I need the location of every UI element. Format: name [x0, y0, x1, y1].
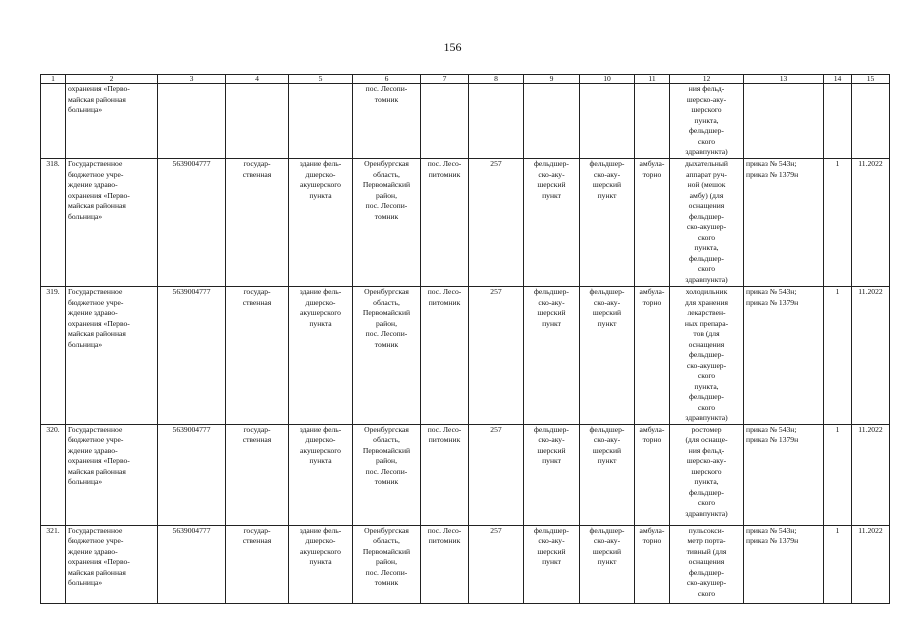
cell-text-line: область, — [373, 297, 400, 307]
cell-text-line: амбула- — [639, 287, 665, 296]
cell-text-line: фельдшер- — [689, 567, 724, 577]
cell-text-line: шерский — [592, 445, 622, 455]
cell-text-line: ско-аку- — [593, 297, 621, 307]
cell-text-line: ского — [697, 588, 716, 598]
cell-text-line: шерский — [592, 180, 622, 189]
table-cell — [580, 424, 635, 525]
cell-text-line: ния фельд- — [688, 445, 725, 455]
cell-text-line: дшерско- — [305, 536, 336, 545]
cell-text-line: пункта, — [694, 381, 719, 391]
table-cell — [421, 84, 469, 159]
cell-text-line: шерский — [537, 180, 566, 189]
cell-text-line: ского — [697, 498, 716, 507]
table-cell — [353, 84, 421, 159]
cell-text-line: район, — [376, 456, 397, 465]
cell-text-line: фельдшер- — [689, 392, 724, 401]
cell-text-line: Оренбургская — [364, 424, 409, 434]
table-cell — [635, 159, 670, 287]
column-header: 1 — [41, 75, 66, 84]
cell-text-line: ждение здраво- — [68, 180, 118, 189]
table-cell — [580, 525, 635, 603]
cell-text-line: 11.2022 — [858, 159, 883, 168]
table-cell — [289, 424, 353, 525]
table-row — [41, 424, 890, 525]
cell-text-line: охранения «Перво- — [68, 456, 130, 465]
column-header: 5 — [289, 75, 353, 84]
cell-text-line: пульсокси- — [688, 525, 725, 535]
table-cell — [66, 424, 158, 525]
cell-text-line: метр порта- — [687, 536, 726, 545]
cell-text-line: пункта — [309, 190, 332, 200]
cell-text-line: государ- — [243, 424, 271, 434]
cell-text-line: 321. — [46, 525, 60, 535]
cell-text-line: шерско-аку- — [686, 94, 727, 104]
cell-text-line: для хранения — [684, 297, 729, 307]
cell-text-line: питомник — [428, 536, 461, 545]
cell-text-line: бюджетное учре- — [68, 536, 124, 545]
cell-text-line: ждение здраво- — [68, 445, 118, 455]
cell-text-line: майская районная — [68, 466, 126, 476]
cell-text-line: Оренбургская — [364, 159, 409, 168]
column-header: 4 — [226, 75, 289, 84]
cell-text-line: амбула- — [639, 424, 665, 434]
cell-text-line: фельдшер- — [534, 525, 569, 535]
cell-text-line: 11.2022 — [858, 525, 883, 535]
cell-text-line: ско-аку- — [538, 169, 565, 179]
cell-text-line: питомник — [428, 435, 461, 444]
cell-text-line: ния фельд- — [688, 84, 725, 93]
cell-text-line: пос. Лесопи- — [365, 329, 408, 338]
cell-text-line: торно — [642, 297, 662, 307]
cell-text-line: ско-аку- — [593, 169, 621, 179]
column-header: 7 — [421, 75, 469, 84]
table-cell — [66, 84, 158, 159]
table-cell — [580, 84, 635, 159]
table-cell — [670, 525, 744, 603]
registry-table — [40, 74, 890, 604]
cell-text-line: акушерского — [300, 308, 341, 317]
cell-text-line: больница» — [68, 105, 103, 114]
cell-text-line: фельдшер- — [589, 159, 625, 168]
table-cell — [635, 424, 670, 525]
cell-text-line: ского — [697, 371, 716, 380]
cell-text-line: бюджетное учре- — [68, 169, 124, 179]
column-header: 14 — [824, 75, 852, 84]
table-cell — [289, 159, 353, 287]
column-header: 2 — [66, 75, 158, 84]
cell-text-line: фельдшер- — [689, 253, 724, 263]
cell-text-line: бюджетное учре- — [68, 435, 124, 444]
cell-text-line: акушерского — [300, 445, 341, 455]
table-cell — [670, 84, 744, 159]
cell-text-line: торно — [642, 435, 662, 444]
cell-text-line: пункт — [597, 557, 617, 566]
cell-text-line: Государственное — [68, 287, 123, 296]
table-cell — [41, 84, 66, 159]
cell-text-line: район, — [376, 557, 397, 566]
cell-text-line: охранения «Перво- — [68, 318, 130, 328]
cell-text-line: больница» — [68, 578, 103, 587]
cell-text-line: здравпункта) — [685, 274, 728, 284]
cell-text-line: пункт — [542, 190, 561, 200]
cell-text-line: Первомайский — [362, 180, 411, 189]
cell-text-line: здание фель- — [299, 287, 342, 296]
cell-text-line: томник — [374, 339, 399, 349]
cell-text-line: 257 — [490, 424, 502, 434]
cell-text-line: пос. Лесопи- — [365, 567, 408, 577]
cell-text-line: пункт — [542, 318, 561, 328]
table-cell — [226, 287, 289, 425]
cell-text-line: шерский — [537, 308, 566, 317]
cell-text-line: дыхательный — [684, 159, 728, 168]
cell-text-line: (для оснаще- — [685, 435, 728, 444]
cell-text-line: 257 — [490, 287, 502, 296]
cell-text-line: шерско-аку- — [686, 456, 727, 465]
table-cell — [852, 159, 890, 287]
table-cell — [158, 84, 226, 159]
cell-text-line: шерский — [537, 445, 566, 455]
table-cell — [852, 525, 890, 603]
cell-text-line: ско-акушер- — [686, 222, 727, 231]
cell-text-line: питомник — [428, 297, 461, 307]
cell-text-line: здание фель- — [299, 525, 342, 535]
table-cell — [66, 159, 158, 287]
table-cell — [353, 287, 421, 425]
table-cell — [353, 424, 421, 525]
cell-text-line: приказ № 1379н — [746, 169, 799, 179]
cell-text-line: пункт — [597, 456, 617, 465]
table-cell — [744, 287, 824, 425]
cell-text-line: ско-аку- — [538, 297, 565, 307]
cell-text-line: 257 — [490, 159, 502, 168]
cell-text-line: акушерского — [300, 180, 341, 189]
cell-text-line: охранения «Перво- — [68, 557, 130, 566]
cell-text-line: 257 — [490, 525, 502, 535]
cell-text-line: пос. Лесо- — [427, 424, 462, 434]
cell-text-line: пункта — [309, 456, 332, 465]
cell-text-line: ского — [697, 264, 716, 273]
table-cell — [852, 424, 890, 525]
cell-text-line: фельдшер- — [689, 487, 724, 497]
cell-text-line: томник — [374, 578, 399, 587]
cell-text-line: ско-аку- — [538, 536, 565, 545]
table-cell — [744, 525, 824, 603]
table-cell — [158, 424, 226, 525]
cell-text-line: акушерского — [300, 546, 341, 556]
cell-text-line: ско-акушер- — [686, 360, 727, 370]
cell-text-line: шерский — [537, 546, 566, 556]
table-cell — [670, 159, 744, 287]
cell-text-line: фельдшер- — [689, 350, 724, 359]
cell-text-line: пос. Лесопи- — [365, 466, 408, 476]
table-cell — [524, 287, 580, 425]
cell-text-line: амбула- — [639, 525, 665, 535]
cell-text-line: лекарствен- — [687, 308, 726, 317]
cell-text-line: фельдшер- — [589, 525, 625, 535]
table-row — [41, 287, 890, 425]
table-cell — [226, 424, 289, 525]
table-cell — [580, 287, 635, 425]
cell-text-line: фельдшер- — [534, 287, 569, 296]
cell-text-line: тивный (для — [686, 546, 727, 556]
cell-text-line: 1 — [835, 287, 840, 296]
cell-text-line: больница» — [68, 339, 103, 349]
cell-text-line: приказ № 543н; — [746, 424, 797, 434]
cell-text-line: ско-аку- — [593, 435, 621, 444]
cell-text-line: пункта — [309, 318, 332, 328]
cell-text-line: область, — [373, 435, 400, 444]
table-cell — [41, 287, 66, 425]
table-cell — [469, 424, 524, 525]
table-cell — [524, 424, 580, 525]
page-number: 156 — [443, 40, 462, 54]
column-header: 15 — [852, 75, 890, 84]
cell-text-line: оснащения — [688, 339, 725, 349]
cell-text-line: ского — [697, 402, 716, 412]
cell-text-line: больница» — [68, 477, 103, 486]
cell-text-line: пункт — [542, 456, 561, 465]
cell-text-line: государ- — [243, 159, 271, 168]
column-header: 8 — [469, 75, 524, 84]
cell-text-line: пос. Лесо- — [427, 525, 462, 535]
cell-text-line: 320. — [46, 424, 60, 434]
cell-text-line: пункт — [542, 557, 561, 566]
cell-text-line: государ- — [243, 287, 271, 296]
cell-text-line: здравпункта) — [685, 413, 728, 422]
cell-text-line: фельдшер- — [689, 211, 724, 221]
cell-text-line: Первомайский — [362, 445, 411, 455]
cell-text-line: ственная — [242, 169, 272, 179]
column-header: 10 — [580, 75, 635, 84]
cell-text-line: ско-аку- — [593, 536, 621, 545]
table-cell — [41, 424, 66, 525]
table-cell — [289, 287, 353, 425]
cell-text-line: район, — [376, 318, 397, 328]
cell-text-line: пункта, — [694, 115, 719, 125]
cell-text-line: пункт — [597, 190, 617, 200]
table-cell — [744, 84, 824, 159]
column-header: 12 — [670, 75, 744, 84]
table-cell — [41, 159, 66, 287]
cell-text-line: ных препара- — [684, 318, 729, 328]
table-cell — [580, 159, 635, 287]
cell-text-line: пос. Лесопи- — [365, 201, 408, 210]
cell-text-line: томник — [374, 94, 399, 104]
table-cell — [852, 287, 890, 425]
cell-text-line: фельдшер- — [689, 126, 724, 135]
cell-text-line: охранения «Перво- — [68, 190, 130, 200]
cell-text-line: дшерско- — [305, 297, 336, 307]
cell-text-line: ственная — [242, 536, 272, 545]
table-cell — [41, 525, 66, 603]
table-cell — [744, 424, 824, 525]
table-cell — [635, 84, 670, 159]
cell-text-line: майская районная — [68, 567, 126, 577]
table-cell — [670, 287, 744, 425]
cell-text-line: Оренбургская — [364, 525, 409, 535]
cell-text-line: оснащения — [688, 557, 725, 566]
cell-text-line: фельдшер- — [534, 424, 569, 434]
table-cell — [824, 424, 852, 525]
cell-text-line: ственная — [242, 435, 272, 444]
cell-text-line: больница» — [68, 211, 103, 221]
cell-text-line: 1 — [835, 424, 840, 434]
table-cell — [469, 159, 524, 287]
cell-text-line: пункта — [309, 557, 332, 566]
cell-text-line: приказ № 543н; — [746, 525, 797, 535]
cell-text-line: ной (мешок — [687, 180, 726, 189]
table-cell — [289, 84, 353, 159]
cell-text-line: ского — [697, 232, 716, 242]
cell-text-line: ственная — [242, 297, 272, 307]
cell-text-line: приказ № 543н; — [746, 287, 797, 296]
column-header: 6 — [353, 75, 421, 84]
table-cell — [66, 525, 158, 603]
cell-text-line: торно — [642, 536, 662, 545]
cell-text-line: пункт — [597, 318, 617, 328]
table-cell — [226, 159, 289, 287]
table-cell — [421, 159, 469, 287]
table-cell — [353, 525, 421, 603]
cell-text-line: шерского — [691, 466, 722, 476]
table-cell — [289, 525, 353, 603]
cell-text-line: 5639004777 — [172, 159, 211, 168]
column-header: 13 — [744, 75, 824, 84]
table-cell — [421, 525, 469, 603]
table-row — [41, 159, 890, 287]
table-cell — [824, 525, 852, 603]
cell-text-line: майская районная — [68, 329, 126, 338]
table-cell — [824, 159, 852, 287]
cell-text-line: фельдшер- — [589, 287, 625, 296]
table-cell — [469, 287, 524, 425]
table-cell — [635, 287, 670, 425]
table-cell — [66, 287, 158, 425]
table-cell — [469, 84, 524, 159]
cell-text-line: пункта, — [694, 243, 719, 252]
cell-text-line: приказ № 1379н — [746, 536, 799, 545]
cell-text-line: томник — [374, 477, 399, 486]
table-cell — [469, 525, 524, 603]
cell-text-line: приказ № 543н; — [746, 159, 797, 168]
table-cell — [524, 525, 580, 603]
cell-text-line: пос. Лесопи- — [365, 84, 408, 93]
cell-text-line: Первомайский — [362, 308, 411, 317]
cell-text-line: ждение здраво- — [68, 546, 118, 556]
cell-text-line: ского — [697, 136, 716, 146]
table-cell — [421, 287, 469, 425]
column-header: 9 — [524, 75, 580, 84]
cell-text-line: фельдшер- — [534, 159, 569, 168]
cell-text-line: 11.2022 — [858, 424, 883, 434]
cell-text-line: холодильник — [685, 287, 728, 296]
column-header: 3 — [158, 75, 226, 84]
column-header: 11 — [635, 75, 670, 84]
table-cell — [226, 525, 289, 603]
cell-text-line: государ- — [243, 525, 271, 535]
cell-text-line: район, — [376, 190, 397, 200]
cell-text-line: область, — [373, 169, 400, 179]
cell-text-line: Государственное — [68, 159, 123, 168]
cell-text-line: охранения «Перво- — [68, 84, 130, 93]
cell-text-line: тов (для — [693, 329, 720, 338]
table-cell — [852, 84, 890, 159]
cell-text-line: ждение здраво- — [68, 308, 118, 317]
table-cell — [158, 159, 226, 287]
cell-text-line: шерский — [592, 546, 622, 556]
cell-text-line: 1 — [835, 525, 840, 535]
table-cell — [824, 84, 852, 159]
cell-text-line: бюджетное учре- — [68, 297, 124, 307]
table-cell — [421, 424, 469, 525]
cell-text-line: оснащения — [688, 201, 725, 210]
cell-text-line: ростомер — [691, 424, 722, 434]
cell-text-line: майская районная — [68, 94, 126, 104]
cell-text-line: ско-аку- — [538, 435, 565, 444]
cell-text-line: дшерско- — [305, 169, 336, 179]
cell-text-line: амбу) (для — [689, 190, 724, 200]
cell-text-line: приказ № 1379н — [746, 435, 799, 444]
table-cell — [158, 525, 226, 603]
cell-text-line: ско-акушер- — [686, 578, 727, 587]
cell-text-line: дшерско- — [305, 435, 336, 444]
cell-text-line: здание фель- — [299, 424, 342, 434]
table-row — [41, 525, 890, 603]
cell-text-line: шерского — [691, 105, 722, 114]
table-cell — [744, 159, 824, 287]
table-cell — [524, 159, 580, 287]
cell-text-line: аппарат руч- — [686, 169, 727, 179]
cell-text-line: Государственное — [68, 424, 123, 434]
cell-text-line: Государственное — [68, 525, 123, 535]
table-cell — [524, 84, 580, 159]
cell-text-line: Оренбургская — [364, 287, 409, 296]
table-cell — [635, 525, 670, 603]
table-cell — [824, 287, 852, 425]
cell-text-line: здравпункта) — [685, 147, 728, 156]
continuation-row — [41, 84, 890, 159]
cell-text-line: 318. — [46, 159, 60, 168]
cell-text-line: майская районная — [68, 201, 126, 210]
cell-text-line: здравпункта) — [685, 508, 728, 518]
cell-text-line: здание фель- — [299, 159, 342, 168]
cell-text-line: 11.2022 — [858, 287, 883, 296]
cell-text-line: томник — [374, 211, 399, 221]
cell-text-line: пос. Лесо- — [427, 159, 462, 168]
cell-text-line: 5639004777 — [172, 424, 211, 434]
cell-text-line: фельдшер- — [589, 424, 625, 434]
cell-text-line: область, — [373, 536, 400, 545]
table-cell — [670, 424, 744, 525]
table-cell — [226, 84, 289, 159]
table-cell — [353, 159, 421, 287]
column-number-row — [41, 75, 890, 84]
cell-text-line: торно — [642, 169, 662, 179]
cell-text-line: Первомайский — [362, 546, 411, 556]
cell-text-line: питомник — [428, 169, 461, 179]
cell-text-line: 5639004777 — [172, 525, 211, 535]
cell-text-line: пункта, — [694, 477, 719, 486]
cell-text-line: 5639004777 — [172, 287, 211, 296]
cell-text-line: 1 — [835, 159, 840, 168]
cell-text-line: пос. Лесо- — [427, 287, 462, 296]
table-cell — [158, 287, 226, 425]
cell-text-line: амбула- — [639, 159, 665, 168]
cell-text-line: шерский — [592, 308, 622, 317]
cell-text-line: 319. — [46, 287, 60, 296]
cell-text-line: приказ № 1379н — [746, 297, 799, 307]
